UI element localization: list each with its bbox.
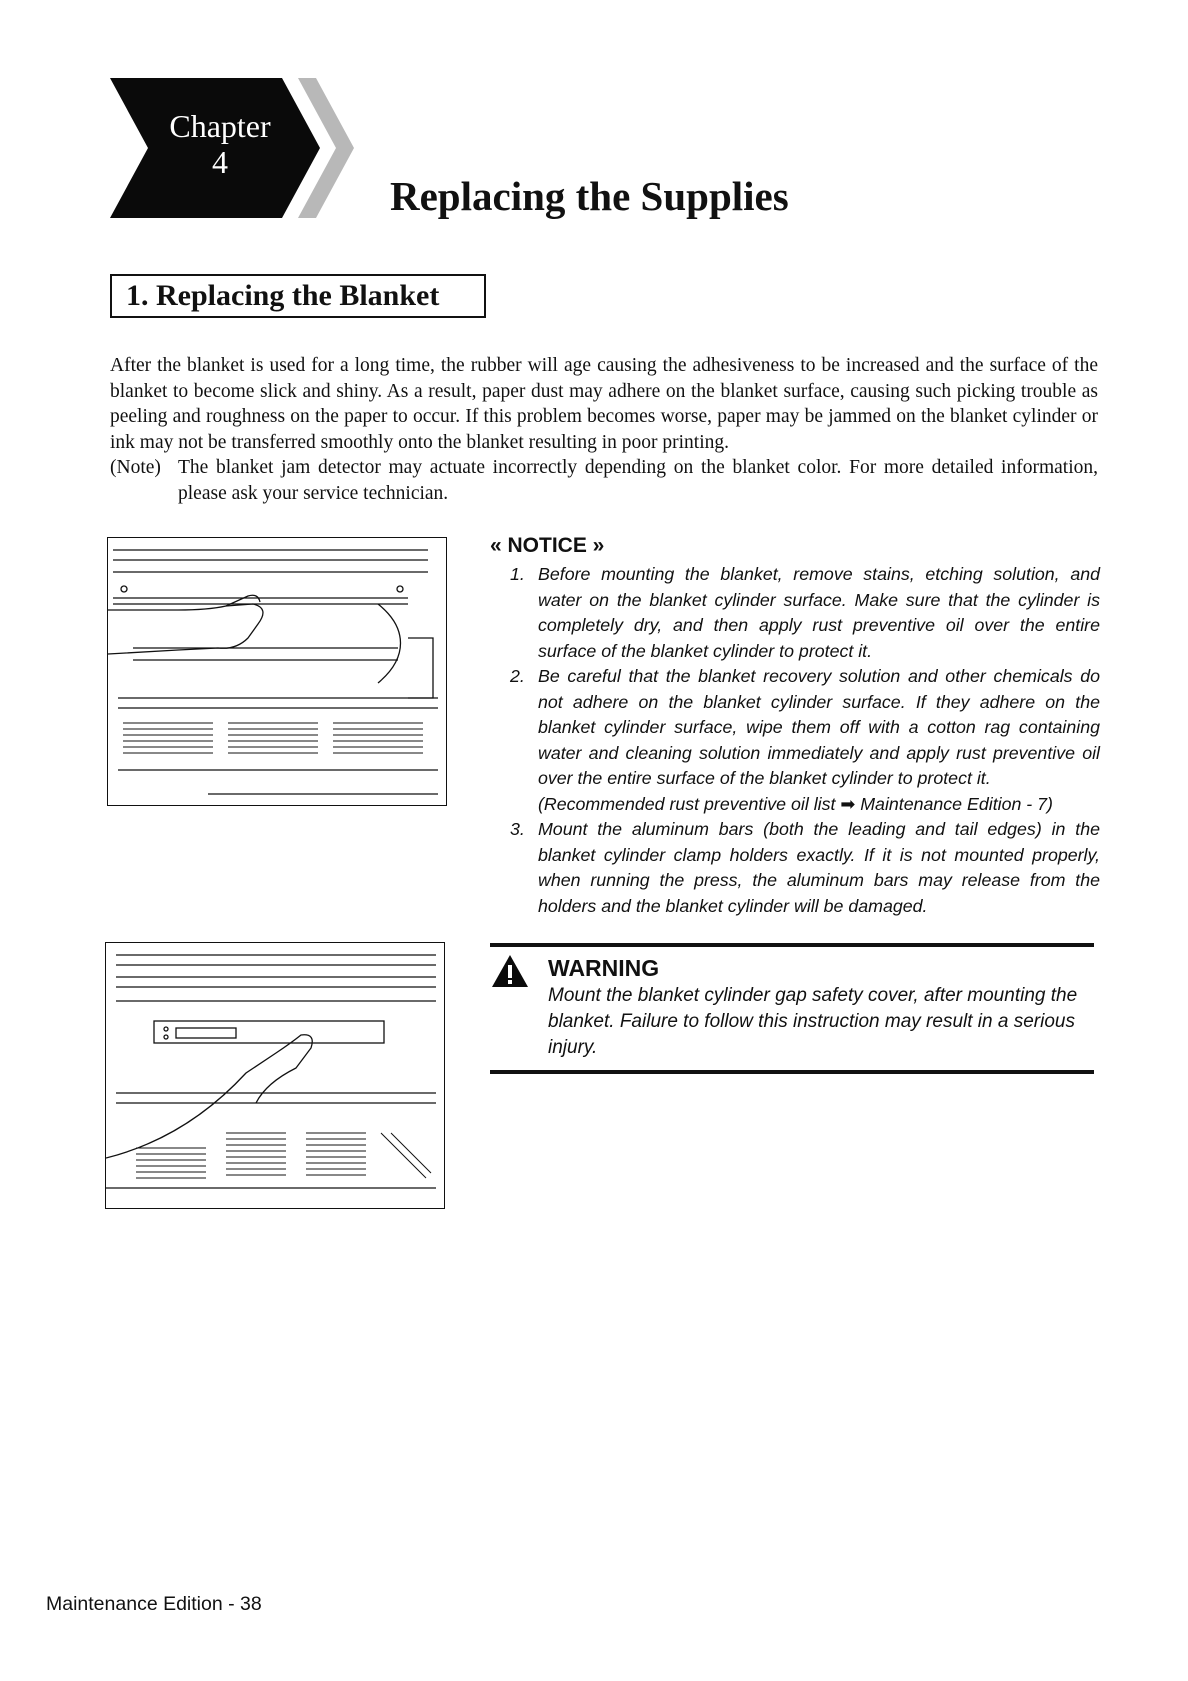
warning-triangle-icon [491, 954, 529, 988]
notice-item [510, 664, 1100, 817]
notice-heading: « NOTICE » [490, 534, 605, 557]
notice-item-text: Mount the aluminum bars (both the leading and tail edges) in the blanket cylinder clamp holders exactly. If it is not mounted properly, when running the press, the aluminum bars may release from the holders and the blanket cylinder will be damaged. [538, 819, 1100, 916]
notice-item-text: Be careful that the blanket recovery solution and other chemicals do not adhere on the blanket cylinder surface. If they adhere on the blanket cylinder surface, wipe them off with a cotton rag containing water and cleaning solution immediately and apply rust preventive oil over the entire surface of the blanket cylinder to protect it. [538, 666, 1100, 788]
figure-drawing [108, 538, 445, 804]
figure-drawing [106, 943, 443, 1207]
warning-top-rule [490, 943, 1094, 947]
blanket-mounting-illustration [105, 942, 445, 1209]
warning-heading: WARNING [548, 955, 660, 981]
chapter-title: Replacing the Supplies [390, 173, 789, 219]
page-footer: Maintenance Edition - 38 [46, 1593, 262, 1615]
notice-list [510, 562, 1100, 919]
notice-item [510, 562, 1100, 664]
section-title: 1. Replacing the Blanket [126, 279, 440, 312]
notice-item-number: 3. [510, 819, 525, 839]
notice-item [510, 817, 1100, 919]
blanket-removal-illustration [107, 537, 447, 806]
note-label: (Note) [110, 457, 161, 478]
intro-paragraph: After the blanket is used for a long time, the rubber will age causing the adhesiveness to be increased and the surface of the blanket to become slick and shiny. As a result, paper dust may adhere on the blanket surface, causing such picking trouble as peeling and roughness on the paper to occur. If this problem becomes worse, paper may be jammed on the blanket cylinder or ink may not be transferred smoothly onto the blanket resulting in poor printing. [110, 355, 1098, 453]
notice-item-reference: (Recommended rust preventive oil list ➡ Maintenance Edition - 7) [538, 793, 1053, 814]
warning-bottom-rule [490, 1070, 1094, 1074]
notice-item-text: Before mounting the blanket, remove stains, etching solution, and water on the blanket cylinder surface. Make sure that the cylinder is completely dry, and then apply rust preventive oil over the entire surface of the blanket cylinder to protect it. [538, 564, 1100, 661]
warning-text: Mount the blanket cylinder gap safety cover, after mounting the blanket. Failure to follow this instruction may result in a serious injury. [548, 985, 1078, 1058]
notice-item-number: 1. [510, 564, 525, 584]
chapter-label: Chapter 4 [169, 108, 271, 180]
notice-item-number: 2. [510, 666, 525, 686]
note-text: The blanket jam detector may actuate incorrectly depending on the blanket color. For more detailed information, please ask your service technician. [178, 457, 1098, 504]
